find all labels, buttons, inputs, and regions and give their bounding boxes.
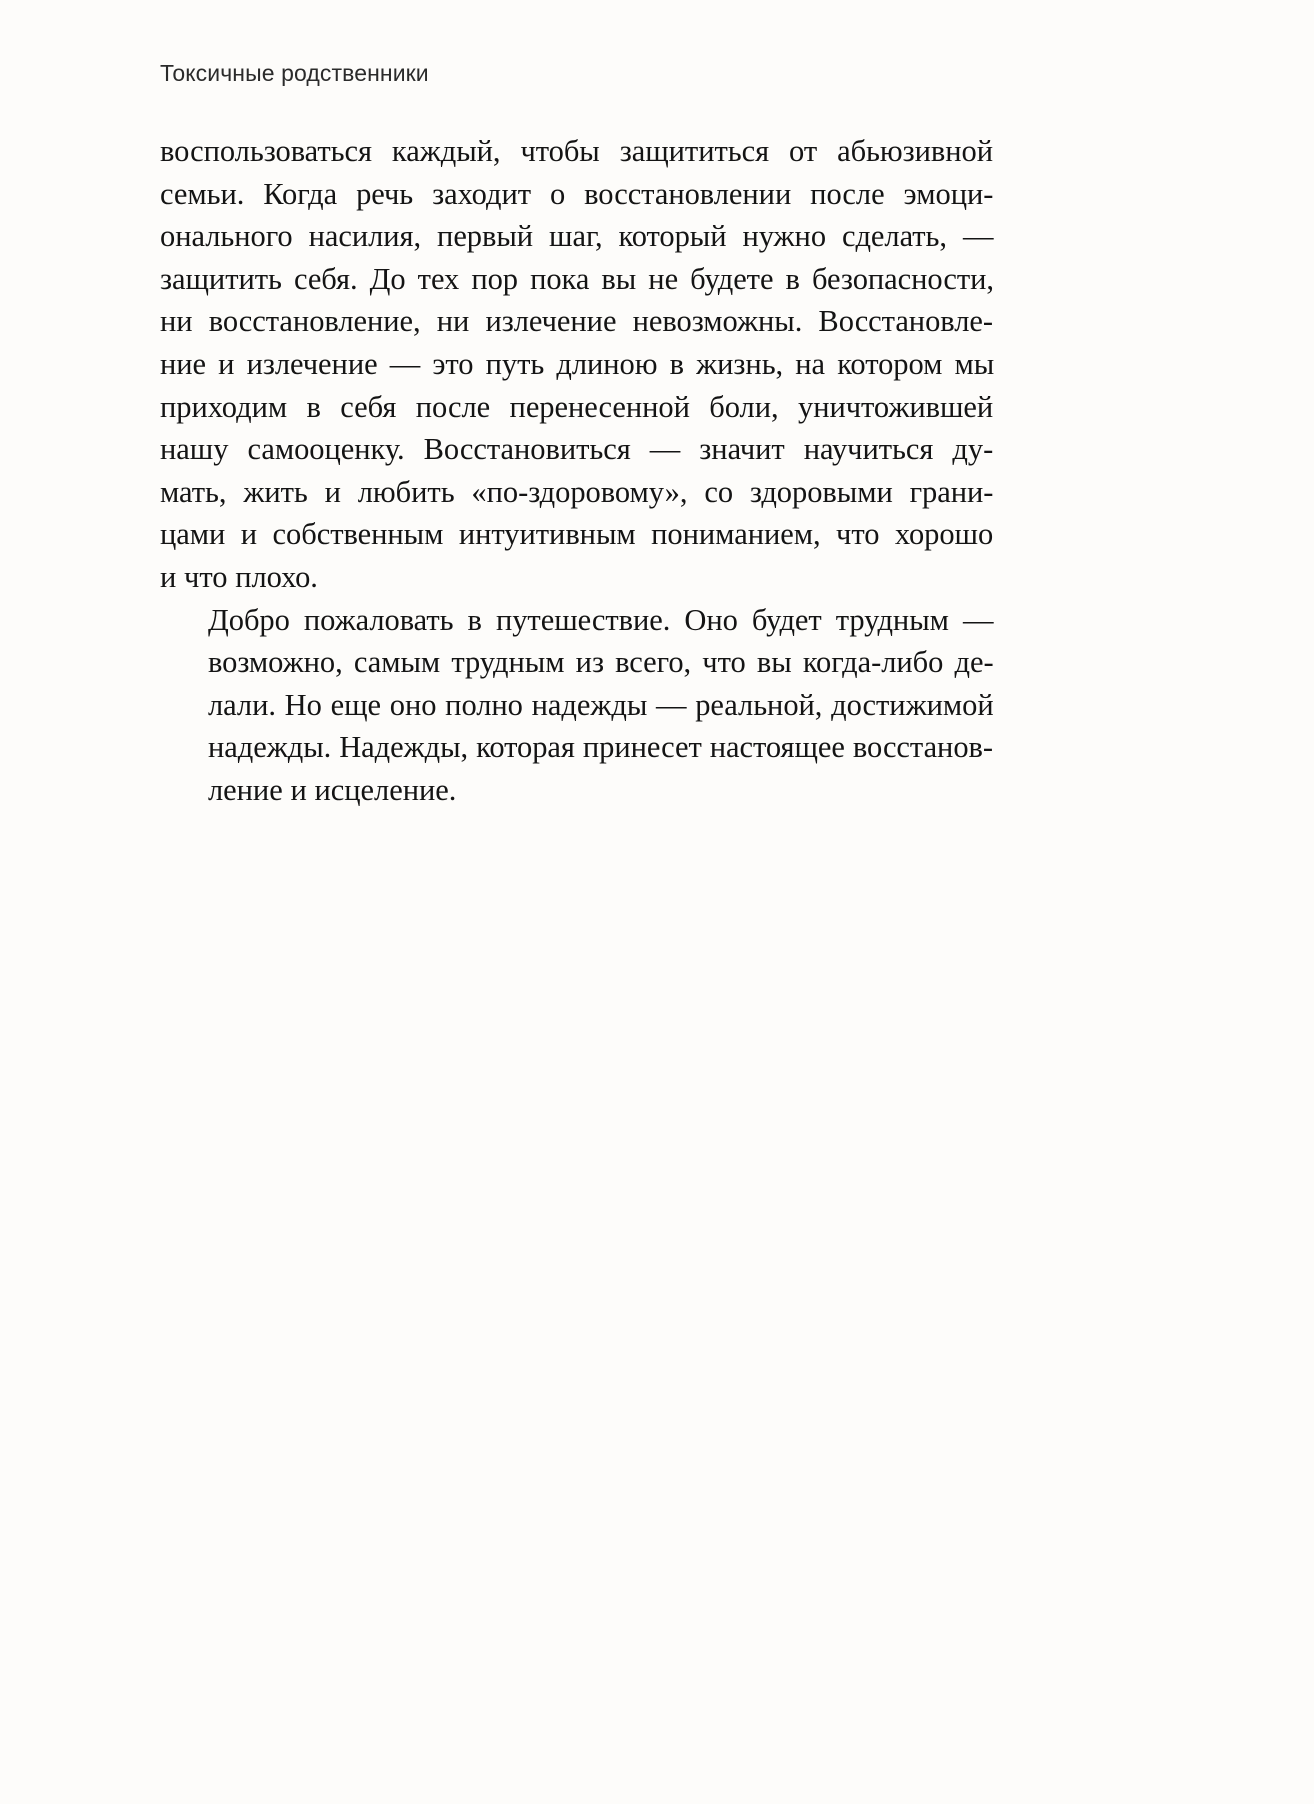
text-line: ние и излечение — это путь длиною в жизнь, на котором мы [160,346,995,381]
paragraph-continued [160,130,995,599]
text-line: и что плохо. [160,559,318,594]
text-line: надежды. Надежды, которая принесет настоящее восстанов- [208,730,993,765]
text-line: ление и исцеление. [208,772,457,807]
text-line: приходим в себя после перенесенной боли, уничтожившей [160,389,994,424]
text-line: возможно, самым трудным из всего, что вы когда-либо де- [208,645,994,680]
text-line: семьи. Когда речь заходит о восстановлении после эмоци- [160,176,994,211]
text-line: цами и собственным интуитивным пониманием, что хорошо [160,517,994,552]
text-line: Добро пожаловать в путешествие. Оно будет трудным — [208,602,994,637]
text-line: защитить себя. До тех пор пока вы не будете в безопасности, [160,261,994,296]
text-line: ни восстановление, ни излечение невозможны. Восстановле- [160,304,993,339]
text-line: воспользоваться каждый, чтобы защититься от абьюзивной [160,134,993,168]
text-line: мать, жить и любить «по-здоровому», со здоровыми грани- [160,474,994,509]
text-line: онального насилия, первый шаг, который нужно сделать, — [160,219,994,254]
running-head: Токсичные родственники [160,60,429,86]
paragraph-welcome [160,599,992,812]
body-text-column [160,130,995,812]
text-line: лали. Но еще оно полно надежды — реальной, достижимой [208,687,994,722]
text-line: нашу самооценку. Восстановиться — значит научиться ду- [160,432,994,467]
